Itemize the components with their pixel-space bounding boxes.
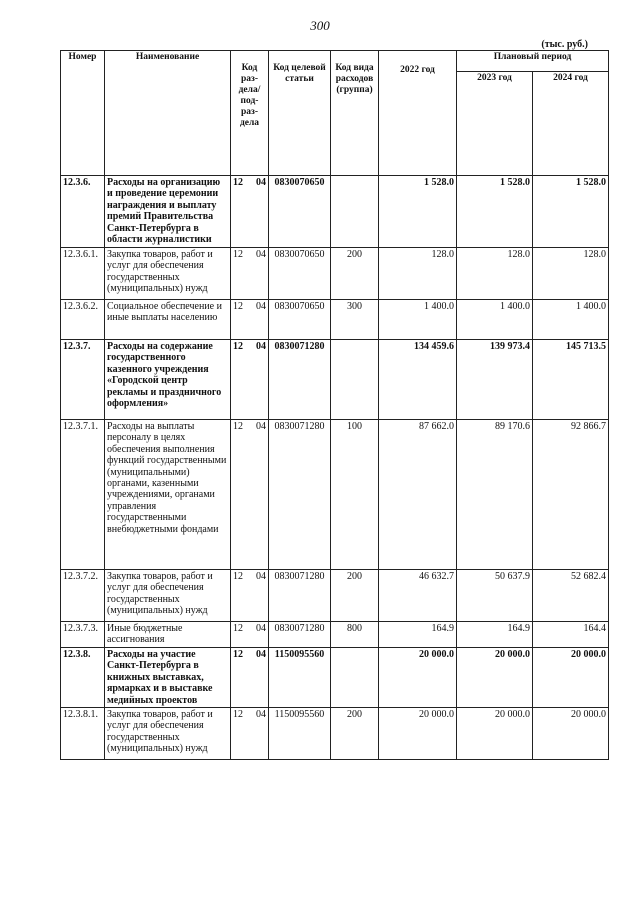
row-value-2022: 134 459.6 — [379, 340, 457, 420]
row-number: 12.3.6.1. — [61, 248, 105, 300]
row-target-code: 1150095560 — [269, 708, 331, 760]
header-section-code: Код раз-дела/ под-раз-дела — [231, 51, 269, 176]
row-section-code — [231, 420, 269, 570]
row-expense-code: 200 — [331, 570, 379, 622]
row-number: 12.3.7.3. — [61, 622, 105, 648]
subsection-code: 04 — [256, 709, 266, 721]
row-target-code: 0830071280 — [269, 570, 331, 622]
row-value-2023: 20 000.0 — [457, 708, 533, 760]
row-number: 12.3.6.2. — [61, 300, 105, 340]
header-target-code: Код целевой статьи — [269, 51, 331, 176]
subsection-code: 04 — [256, 177, 266, 188]
row-value-2022: 20 000.0 — [379, 708, 457, 760]
row-expense-code — [331, 176, 379, 248]
row-value-2022: 20 000.0 — [379, 648, 457, 708]
row-name: Закупка товаров, работ и услуг для обеспечения государственных (муниципальных) нужд — [105, 248, 231, 300]
page-number: 300 — [310, 18, 330, 33]
row-value-2023: 128.0 — [457, 248, 533, 300]
row-section-code — [231, 648, 269, 708]
table-row — [61, 340, 609, 420]
header-planned-period: Плановый период — [457, 51, 609, 72]
header-number: Номер — [61, 51, 105, 176]
row-name: Расходы на организацию и проведение церемонии награждения и выплату премий Правительства Санкт-Петербурга в области журналистики — [105, 176, 231, 248]
table-row — [61, 570, 609, 622]
subsection-code: 04 — [256, 623, 266, 634]
table-row — [61, 648, 609, 708]
row-section-code — [231, 622, 269, 648]
subsection-code: 04 — [256, 301, 266, 312]
row-number: 12.3.8.1. — [61, 708, 105, 760]
row-value-2022: 1 400.0 — [379, 300, 457, 340]
budget-table — [60, 50, 609, 760]
row-value-2022: 1 528.0 — [379, 176, 457, 248]
section-code: 12 — [233, 571, 243, 582]
table-row — [61, 622, 609, 648]
row-number: 12.3.7. — [61, 340, 105, 420]
header-2023: 2023 год — [457, 72, 533, 176]
row-value-2022: 128.0 — [379, 248, 457, 300]
row-target-code: 0830070650 — [269, 248, 331, 300]
row-number: 12.3.6. — [61, 176, 105, 248]
header-expense-code: Код вида расходов (группа) — [331, 51, 379, 176]
row-target-code: 0830071280 — [269, 420, 331, 570]
row-value-2023: 164.9 — [457, 622, 533, 648]
row-section-code — [231, 176, 269, 248]
row-expense-code: 300 — [331, 300, 379, 340]
section-code: 12 — [233, 649, 243, 660]
section-code: 12 — [233, 177, 243, 188]
row-value-2022: 164.9 — [379, 622, 457, 648]
row-value-2023: 20 000.0 — [457, 648, 533, 708]
row-value-2023: 1 400.0 — [457, 300, 533, 340]
row-target-code: 0830071280 — [269, 622, 331, 648]
row-name: Иные бюджетные ассигнования — [105, 622, 231, 648]
table-row — [61, 708, 609, 760]
header-name: Наименование — [105, 51, 231, 176]
row-value-2024: 52 682.4 — [533, 570, 609, 622]
subsection-code: 04 — [256, 421, 266, 432]
row-section-code — [231, 300, 269, 340]
row-name: Закупка товаров, работ и услуг для обеспечения государственных (муниципальных) нужд — [105, 708, 231, 760]
section-code: 12 — [233, 623, 243, 634]
row-value-2024: 164.4 — [533, 622, 609, 648]
row-value-2024: 1 400.0 — [533, 300, 609, 340]
row-expense-code — [331, 340, 379, 420]
row-value-2024: 20 000.0 — [533, 708, 609, 760]
row-value-2024: 92 866.7 — [533, 420, 609, 570]
table-row — [61, 248, 609, 300]
row-name: Закупка товаров, работ и услуг для обеспечения государственных (муниципальных) нужд — [105, 570, 231, 622]
row-section-code — [231, 340, 269, 420]
row-expense-code: 200 — [331, 708, 379, 760]
row-name: Расходы на участие Санкт-Петербурга в книжных выставках, ярмарках и в выставке медийных проектов — [105, 648, 231, 708]
row-value-2022: 87 662.0 — [379, 420, 457, 570]
header-2024: 2024 год — [533, 72, 609, 176]
section-code: 12 — [233, 301, 243, 312]
row-target-code: 0830070650 — [269, 300, 331, 340]
row-value-2024: 1 528.0 — [533, 176, 609, 248]
subsection-code: 04 — [256, 649, 266, 660]
table-row — [61, 420, 609, 570]
units-label: (тыс. руб.) — [541, 39, 588, 50]
row-number: 12.3.7.1. — [61, 420, 105, 570]
section-code: 12 — [233, 341, 243, 352]
subsection-code: 04 — [256, 341, 266, 352]
row-value-2023: 50 637.9 — [457, 570, 533, 622]
row-number: 12.3.7.2. — [61, 570, 105, 622]
row-expense-code: 100 — [331, 420, 379, 570]
row-section-code — [231, 708, 269, 760]
row-section-code — [231, 570, 269, 622]
row-value-2024: 128.0 — [533, 248, 609, 300]
header-2022: 2022 год — [379, 51, 457, 176]
row-value-2023: 1 528.0 — [457, 176, 533, 248]
row-number: 12.3.8. — [61, 648, 105, 708]
table-row — [61, 176, 609, 248]
section-code: 12 — [233, 709, 243, 721]
row-name: Социальное обеспечение и иные выплаты населению — [105, 300, 231, 340]
row-value-2023: 139 973.4 — [457, 340, 533, 420]
table-row — [61, 300, 609, 340]
row-value-2024: 20 000.0 — [533, 648, 609, 708]
row-value-2024: 145 713.5 — [533, 340, 609, 420]
section-code: 12 — [233, 421, 243, 432]
row-target-code: 0830070650 — [269, 176, 331, 248]
row-value-2023: 89 170.6 — [457, 420, 533, 570]
row-expense-code: 800 — [331, 622, 379, 648]
header-row-top — [61, 51, 609, 72]
row-value-2022: 46 632.7 — [379, 570, 457, 622]
row-expense-code — [331, 648, 379, 708]
row-expense-code: 200 — [331, 248, 379, 300]
row-name: Расходы на содержание государственного казенного учреждения «Городской центр рекламы и праздничного оформления» — [105, 340, 231, 420]
subsection-code: 04 — [256, 571, 266, 582]
row-target-code: 1150095560 — [269, 648, 331, 708]
row-target-code: 0830071280 — [269, 340, 331, 420]
subsection-code: 04 — [256, 249, 266, 260]
row-section-code — [231, 248, 269, 300]
section-code: 12 — [233, 249, 243, 260]
row-name: Расходы на выплаты персоналу в целях обеспечения выполнения функций государственными (муниципальными) органами, казенными учреждениями, органами управления государственными внебюджетными фондами — [105, 420, 231, 570]
